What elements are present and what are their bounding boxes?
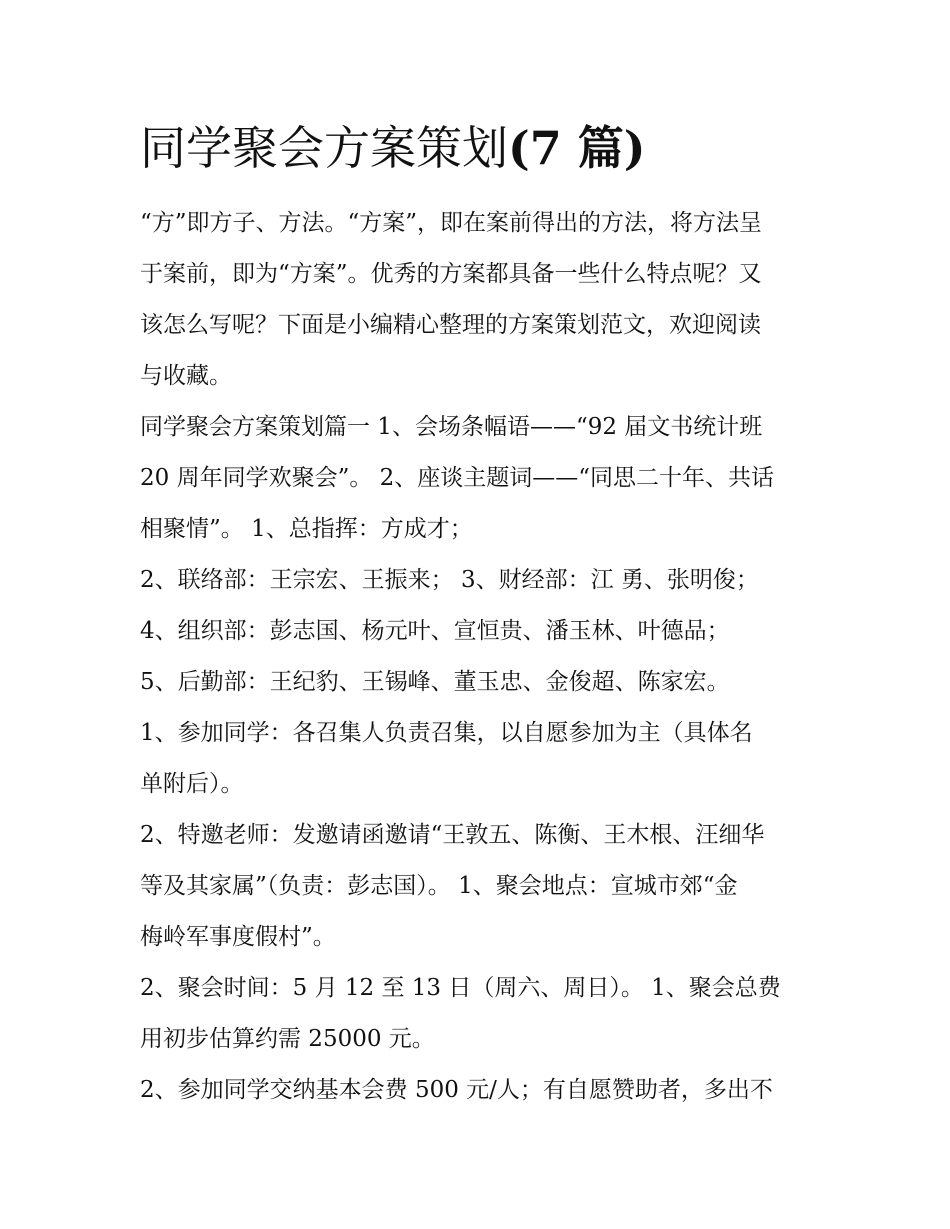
paragraph-line: 该怎么写呢？下面是小编精心整理的方案策划范文，欢迎阅读 — [140, 312, 761, 338]
paragraph-line: 5、后勤部：王纪豹、王锡峰、董玉忠、金俊超、陈家宏。 — [140, 669, 730, 695]
paragraph-logistics — [140, 657, 820, 708]
paragraph-line: 等及其家属”（负责：彭志国）。 1、聚会地点：宣城市郊“金 — [140, 873, 738, 899]
paragraph-line: 4、组织部：彭志国、杨元叶、宣恒贵、潘玉林、叶德品； — [140, 618, 730, 644]
paragraph-line: 2、参加同学交纳基本会费 500 元/人；有自愿赞助者，多出不 — [140, 1077, 773, 1103]
paragraph-line: 单附后）。 — [140, 771, 244, 797]
paragraph-line: 梅岭军事度假村”。 — [140, 924, 336, 950]
paragraph-organization — [140, 606, 820, 657]
document-page — [140, 118, 820, 1116]
paragraph-line: 相聚情”。 1、总指挥：方成才； — [140, 516, 473, 542]
paragraph-line: 1、参加同学：各召集人负责召集，以自愿参加为主（具体名 — [140, 720, 753, 746]
paragraph-intro — [140, 198, 820, 402]
paragraph-teachers — [140, 810, 820, 963]
paragraph-line: 20 周年同学欢聚会”。 2、座谈主题词——“同思二十年、共话 — [140, 465, 775, 491]
document-title-main: 同学聚会方案策划 — [140, 121, 508, 175]
paragraph-section-one — [140, 402, 820, 555]
paragraph-participants — [140, 708, 820, 810]
paragraph-line: 2、聚会时间：5 月 12 至 13 日（周六、周日）。 1、聚会总费 — [140, 975, 781, 1001]
paragraph-line: 2、联络部：王宗宏、王振来； 3、财经部：江 勇、张明俊； — [140, 567, 759, 593]
paragraph-line: 用初步估算约需 25000 元。 — [140, 1026, 435, 1052]
document-title — [140, 118, 820, 178]
paragraph-line: 同学聚会方案策划篇一 1、会场条幅语——“92 届文书统计班 — [140, 414, 763, 440]
paragraph-line: “方”即方子、方法。“方案”，即在案前得出的方法，将方法呈 — [140, 210, 763, 236]
document-body — [140, 198, 820, 1116]
paragraph-liaison — [140, 555, 820, 606]
paragraph-line: 于案前，即为“方案”。优秀的方案都具备一些什么特点呢？又 — [140, 261, 762, 287]
paragraph-time — [140, 963, 820, 1065]
paragraph-line: 与收藏。 — [140, 363, 232, 389]
document-title-suffix: (7 篇) — [508, 121, 646, 175]
paragraph-line: 2、特邀老师：发邀请函邀请“王敦五、陈衡、王木根、汪细华 — [140, 822, 765, 848]
paragraph-fees — [140, 1065, 820, 1116]
